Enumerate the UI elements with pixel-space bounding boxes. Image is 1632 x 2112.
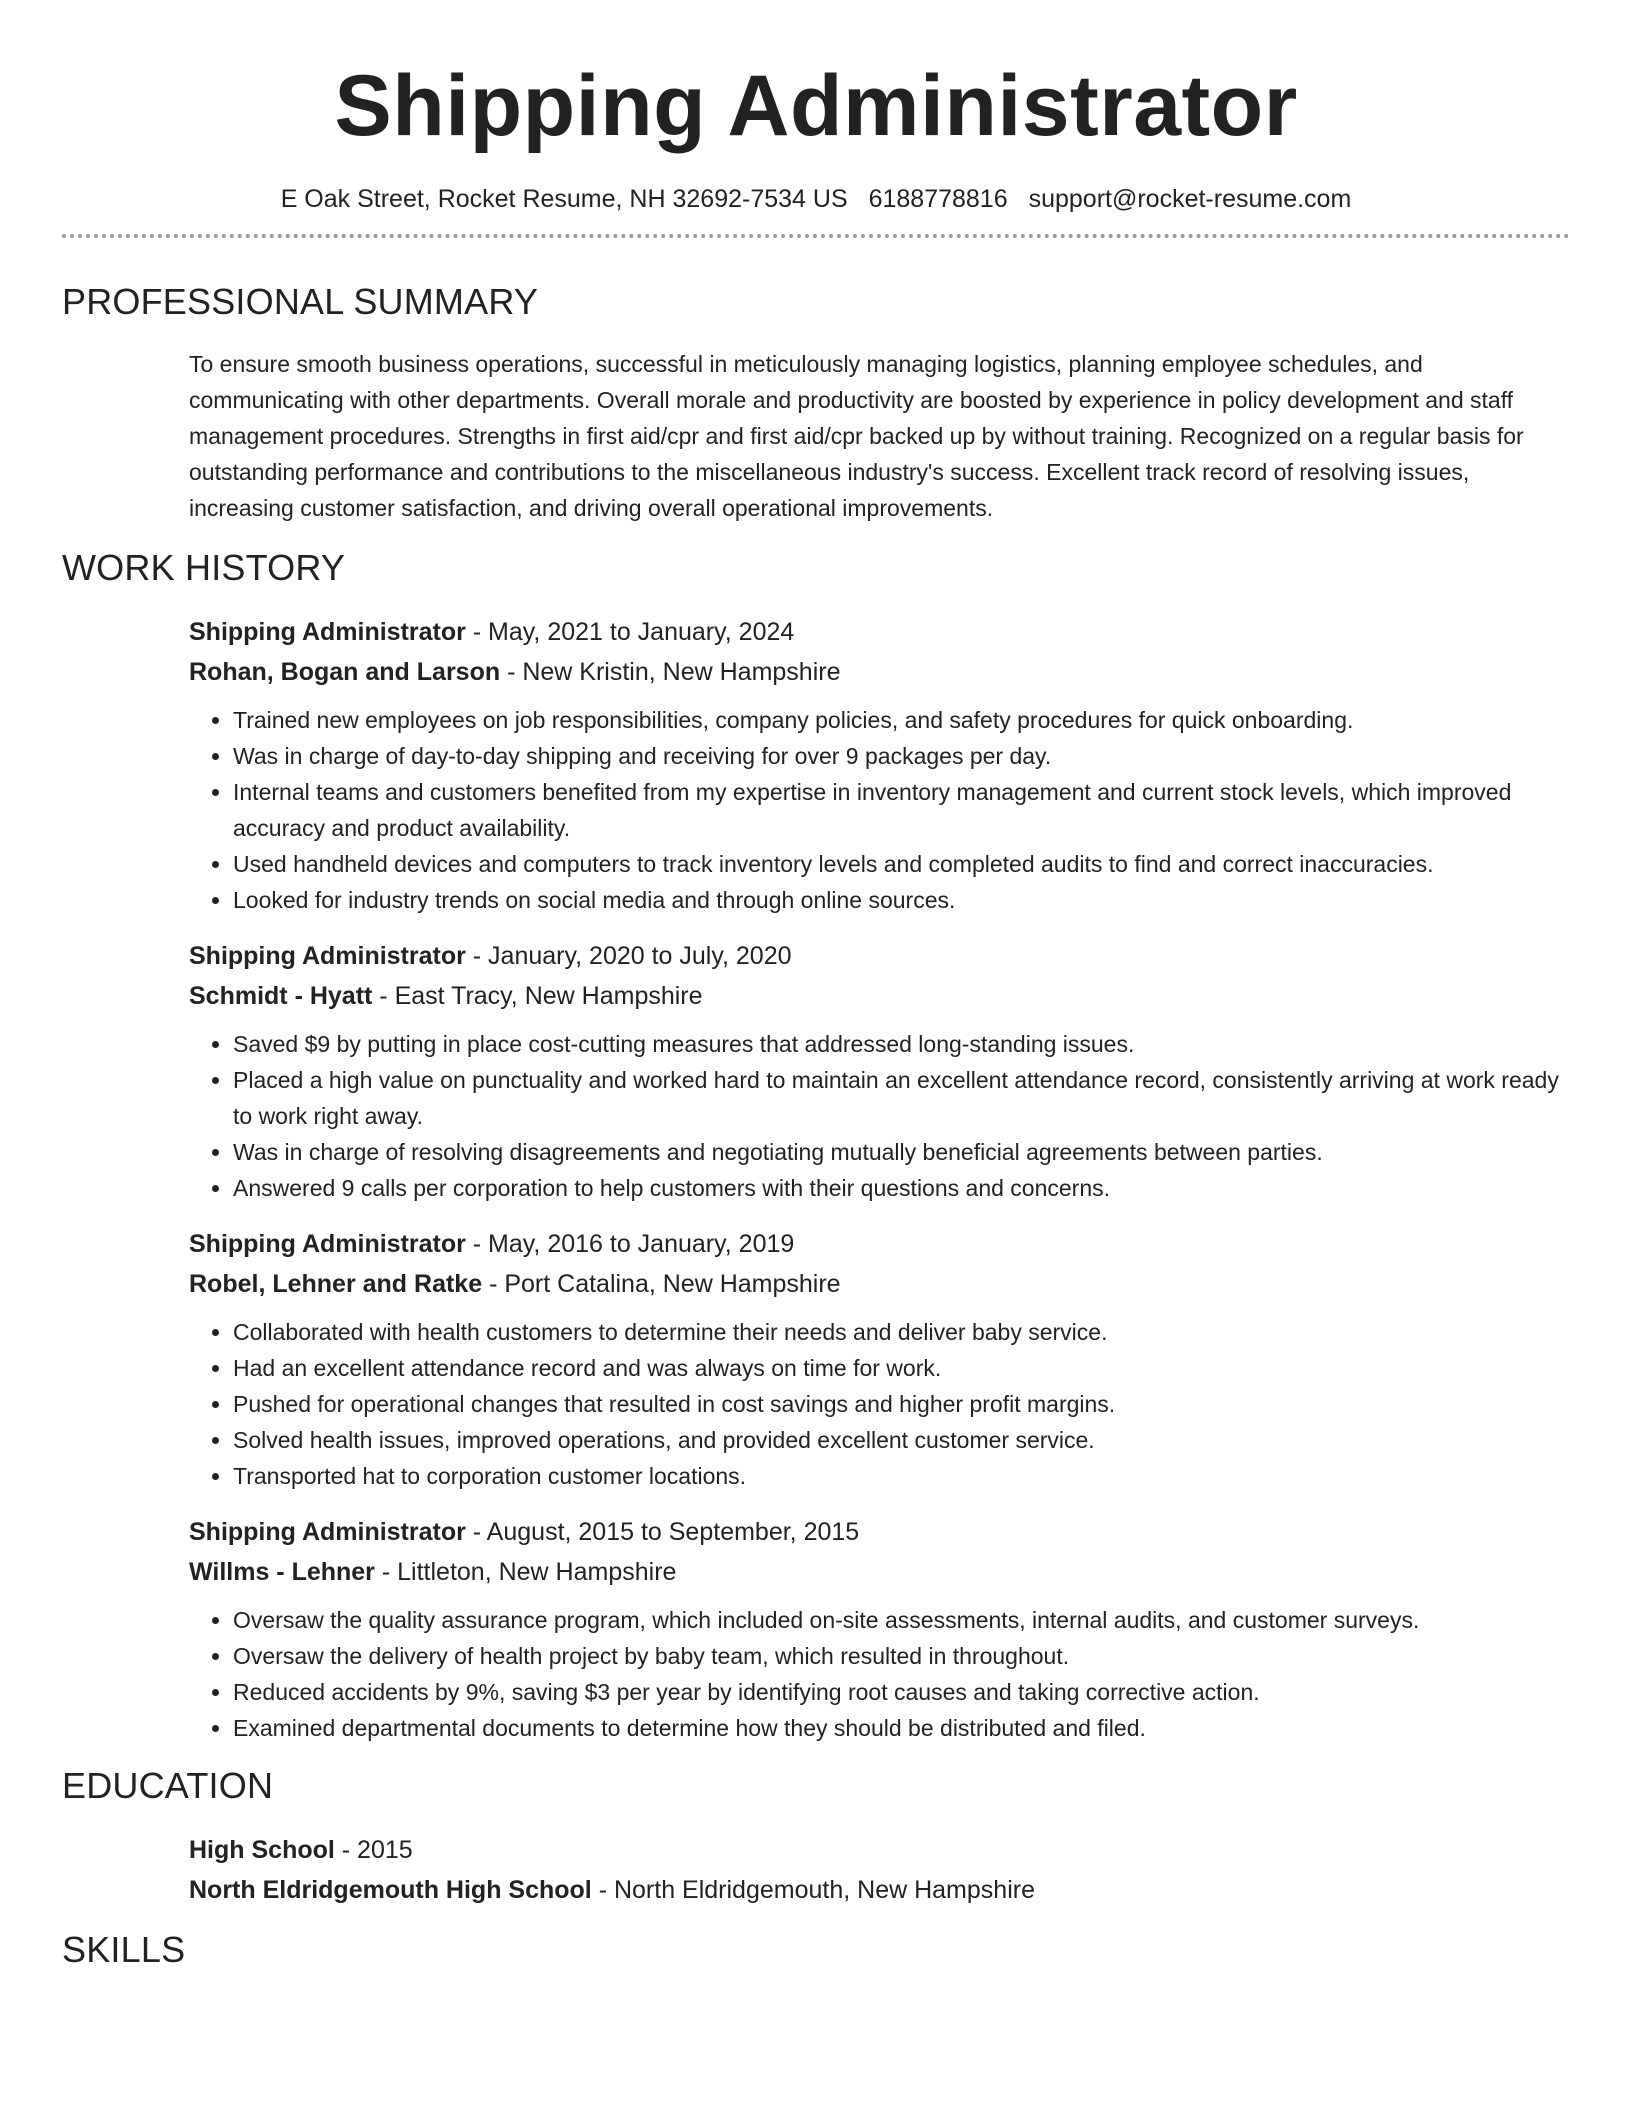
education-degree: High School bbox=[189, 1836, 335, 1864]
job-bullet: • Oversaw the delivery of health project by baby team, which resulted in throughout. bbox=[233, 1638, 1570, 1674]
job-bullet: • Placed a high value on punctuality and worked hard to maintain an excellent attendance record, consistently arriving at work ready to work right away. bbox=[233, 1062, 1570, 1134]
summary-text: To ensure smooth business operations, successful in meticulously managing logistics, planning employee schedules, and communicating with other departments. Overall morale and productivity are boosted by experience in policy development and staff management procedures. Strengths in first aid/cpr and first aid/cpr backed up by without training. Recognized on a regular basis for outstanding performance and contributions to the miscellaneous industry's success. Excellent track record of resolving issues, increasing customer satisfaction, and driving overall operational improvements. bbox=[189, 351, 1524, 521]
education-school-line bbox=[189, 1870, 1570, 1910]
job-company-line bbox=[189, 652, 1570, 692]
education-school: North Eldridgemouth High School bbox=[189, 1876, 592, 1904]
contact-line bbox=[62, 182, 1570, 216]
job-dates: - May, 2016 to January, 2019 bbox=[465, 1230, 795, 1258]
job-company-line bbox=[189, 1264, 1570, 1304]
work-history-heading: WORK HISTORY bbox=[62, 547, 346, 588]
job-bullet: • Was in charge of day-to-day shipping and receiving for over 9 packages per day. bbox=[233, 738, 1570, 774]
job-bullets bbox=[189, 1026, 1570, 1206]
education-heading: EDUCATION bbox=[62, 1765, 274, 1806]
job-bullet: • Internal teams and customers benefited from my expertise in inventory management and current stock levels, which improved accuracy and product availability. bbox=[233, 774, 1570, 846]
job-entry bbox=[189, 936, 1570, 1206]
job-company: Willms - Lehner bbox=[189, 1558, 375, 1586]
job-role: Shipping Administrator bbox=[189, 1518, 466, 1546]
job-bullet: • Answered 9 calls per corporation to help customers with their questions and concerns. bbox=[233, 1170, 1570, 1206]
education-section bbox=[62, 1764, 1570, 1910]
education-location: - North Eldridgemouth, New Hampshire bbox=[591, 1876, 1035, 1904]
job-bullet: • Transported hat to corporation customer locations. bbox=[233, 1458, 1570, 1494]
education-entry bbox=[189, 1830, 1570, 1910]
job-bullet: • Saved $9 by putting in place cost-cutting measures that addressed long-standing issues. bbox=[233, 1026, 1570, 1062]
job-entry bbox=[189, 1512, 1570, 1746]
job-title-line bbox=[189, 936, 1570, 976]
job-location: - Littleton, New Hampshire bbox=[374, 1558, 677, 1586]
job-role: Shipping Administrator bbox=[189, 942, 466, 970]
job-location: - New Kristin, New Hampshire bbox=[500, 658, 841, 686]
contact-address: E Oak Street, Rocket Resume, NH 32692-7534 US bbox=[280, 185, 848, 213]
job-dates: - August, 2015 to September, 2015 bbox=[465, 1518, 860, 1546]
contact-email: support@rocket-resume.com bbox=[1028, 185, 1352, 213]
job-company: Schmidt - Hyatt bbox=[189, 982, 373, 1010]
summary-heading: PROFESSIONAL SUMMARY bbox=[62, 281, 539, 322]
job-company-line bbox=[189, 1552, 1570, 1592]
job-entry bbox=[189, 612, 1570, 918]
education-year: - 2015 bbox=[334, 1836, 413, 1864]
job-bullet: • Used handheld devices and computers to track inventory levels and completed audits to find and correct inaccuracies. bbox=[233, 846, 1570, 882]
job-bullet: • Examined departmental documents to determine how they should be distributed and filed. bbox=[233, 1710, 1570, 1746]
job-location: - East Tracy, New Hampshire bbox=[372, 982, 703, 1010]
resume-name: Shipping Administrator bbox=[334, 58, 1298, 154]
job-title-line bbox=[189, 612, 1570, 652]
job-bullet: • Solved health issues, improved operations, and provided excellent customer service. bbox=[233, 1422, 1570, 1458]
job-bullet: • Trained new employees on job responsibilities, company policies, and safety procedures for quick onboarding. bbox=[233, 702, 1570, 738]
job-bullets bbox=[189, 1314, 1570, 1494]
job-location: - Port Catalina, New Hampshire bbox=[482, 1270, 841, 1298]
skills-section bbox=[62, 1928, 1570, 1972]
skills-heading: SKILLS bbox=[62, 1929, 186, 1970]
job-entry bbox=[189, 1224, 1570, 1494]
work-history-section bbox=[62, 546, 1570, 1746]
job-bullet: • Oversaw the quality assurance program, which included on-site assessments, internal audits, and customer surveys. bbox=[233, 1602, 1570, 1638]
job-bullet: • Pushed for operational changes that resulted in cost savings and higher profit margins. bbox=[233, 1386, 1570, 1422]
job-title-line bbox=[189, 1512, 1570, 1552]
job-bullet: • Reduced accidents by 9%, saving $3 per year by identifying root causes and taking corrective action. bbox=[233, 1674, 1570, 1710]
job-bullets bbox=[189, 702, 1570, 918]
summary-section bbox=[62, 280, 1570, 526]
job-company: Robel, Lehner and Ratke bbox=[189, 1270, 483, 1298]
job-title-line bbox=[189, 1224, 1570, 1264]
job-company-line bbox=[189, 976, 1570, 1016]
header-divider bbox=[62, 234, 1570, 238]
education-degree-line bbox=[189, 1830, 1570, 1870]
job-bullet: • Had an excellent attendance record and was always on time for work. bbox=[233, 1350, 1570, 1386]
job-company: Rohan, Bogan and Larson bbox=[189, 658, 501, 686]
job-bullet: • Collaborated with health customers to determine their needs and deliver baby service. bbox=[233, 1314, 1570, 1350]
job-bullet: • Was in charge of resolving disagreements and negotiating mutually beneficial agreements between parties. bbox=[233, 1134, 1570, 1170]
job-bullets bbox=[189, 1602, 1570, 1746]
job-role: Shipping Administrator bbox=[189, 1230, 466, 1258]
job-bullet: • Looked for industry trends on social media and through online sources. bbox=[233, 882, 1570, 918]
job-dates: - May, 2021 to January, 2024 bbox=[465, 618, 795, 646]
job-dates: - January, 2020 to July, 2020 bbox=[465, 942, 792, 970]
contact-phone: 6188778816 bbox=[868, 185, 1008, 213]
job-role: Shipping Administrator bbox=[189, 618, 466, 646]
